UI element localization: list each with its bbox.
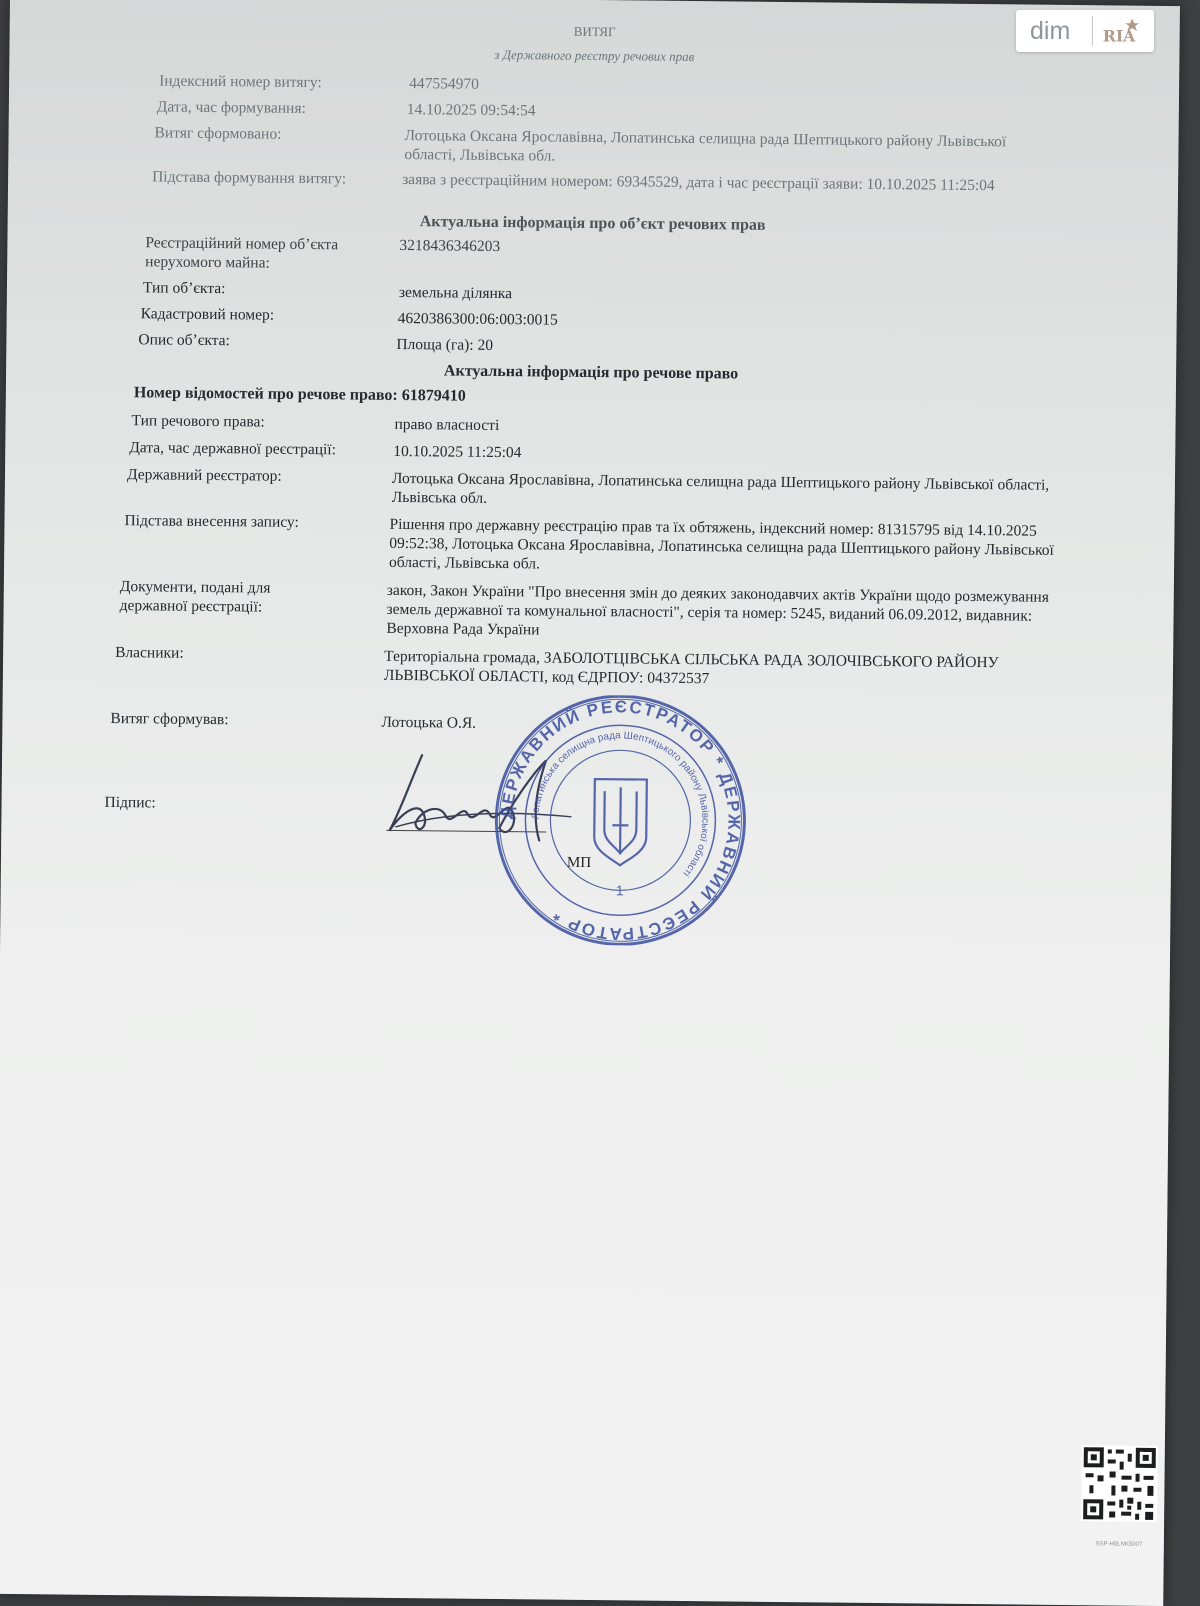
- formed-by-label: Витяг сформував:: [110, 709, 229, 729]
- signature-label: Підпис:: [104, 793, 156, 812]
- dim-ria-logo[interactable]: [1016, 10, 1154, 52]
- object-label-type: Тип об’єкта:: [142, 279, 226, 298]
- doc-title: ВИТЯГ: [573, 23, 616, 40]
- ria-logo-mark: [1099, 16, 1154, 46]
- object-value-cadastral: 4620386300:06:003:0015: [397, 309, 558, 329]
- right-value-documents: закон, Закон України "Про внесення змін до деяких законодавчих актів України щодо розмежування земель державної та комунальної власності", серія та номер: 5245, виданий 06.09.2012, видавник: Верховна Рада України: [386, 581, 1049, 639]
- right-value-basis: Рішення про державну реєстрацію прав та їх обтяжень, індексний номер: 81315795 від 14.10.2025 09:52:38, Лотоцька Оксана Ярославівна, Лопатинська селищна рада Шептицького району Львівської області, Львівська обл.: [389, 515, 1054, 573]
- header-value-date: 14.10.2025 09:54:54: [406, 101, 536, 120]
- stamp-number: 1: [615, 882, 624, 899]
- formed-by-value: Лотоцька О.Я.: [381, 713, 477, 732]
- right-label-regdate: Дата, час державної реєстрації:: [129, 439, 337, 459]
- stamp-outer-text: ДЕРЖАВНИЙ РЕЄСТРАТОР * ДЕРЖАВНИЙ РЕЄСТРАТОР *: [497, 697, 744, 944]
- right-value-registrar: Лотоцька Оксана Ярославівна, Лопатинська селищна рада Шептицького району Львівської області, Львівська обл.: [391, 469, 1050, 507]
- header-label-index: Індексний номер витягу:: [159, 72, 322, 92]
- right-label-registrar: Державний реєстратор:: [126, 466, 282, 485]
- object-value-type: земельна ділянка: [398, 283, 513, 303]
- doc-subtitle: з Державного реєстру речових прав: [494, 46, 695, 65]
- object-value-regnum: 3218436346203: [399, 236, 501, 256]
- stamp-inner-text: Лопатинська селищна рада Шептицького району Львівської області: [530, 730, 711, 879]
- mp-label: МП: [566, 854, 592, 872]
- qr-footer-code: SSP-Н0LNK5007: [1095, 1541, 1143, 1548]
- header-value-formed: Лотоцька Оксана Ярославівна, Лопатинська селищна рада Шептицького району Львівської області, Львівська обл.: [404, 127, 1007, 165]
- header-value-index: 447554970: [409, 75, 479, 93]
- right-value-regdate: 10.10.2025 11:25:04: [393, 442, 522, 462]
- right-value-type: право власності: [394, 415, 500, 435]
- header-value-basis: заява з реєстраційним номером: 69345529, дата і час реєстрації заяви: 10.10.2025 11:25:04: [402, 170, 995, 195]
- svg-text:RIA: RIA: [1103, 26, 1136, 46]
- object-value-description: Площа (га): 20: [396, 335, 494, 354]
- object-label-description: Опис об’єкта:: [138, 331, 230, 350]
- header-label-formed: Витяг сформовано:: [154, 124, 282, 143]
- logo-divider: [1092, 16, 1093, 46]
- right-number: Номер відомостей про речове право: 61879410: [133, 384, 466, 405]
- trident-emblem-icon: [594, 779, 647, 866]
- right-section-title: Актуальна інформація про речове право: [443, 362, 739, 383]
- object-label-regnum: Реєстраційний номер об’єкта нерухомого майна:: [145, 234, 339, 272]
- right-label-documents: Документи, подані для державної реєстрації:: [119, 578, 271, 616]
- object-section-title: Актуальна інформація про об’єкт речових прав: [419, 213, 766, 234]
- object-label-cadastral: Кадастровий номер:: [140, 305, 275, 324]
- header-label-basis: Підстава формування витягу:: [152, 168, 347, 188]
- qr-code: [1081, 1445, 1158, 1552]
- right-label-owners: Власники:: [115, 644, 184, 662]
- header-label-date: Дата, час формування:: [156, 98, 306, 117]
- official-round-stamp: [474, 694, 767, 947]
- right-label-basis: Підстава внесення запису:: [124, 512, 299, 531]
- logo-word: dim: [1030, 16, 1071, 45]
- right-label-type: Тип речового права:: [131, 412, 265, 431]
- right-value-owners: Територіальна громада, ЗАБОЛОТЦІВСЬКА СІЛЬСЬКА РАДА ЗОЛОЧІВСЬКОГО РАЙОНУ ЛЬВІВСЬКОЇ ОБЛАСТІ, код ЄДРПОУ: 04372537: [383, 647, 999, 688]
